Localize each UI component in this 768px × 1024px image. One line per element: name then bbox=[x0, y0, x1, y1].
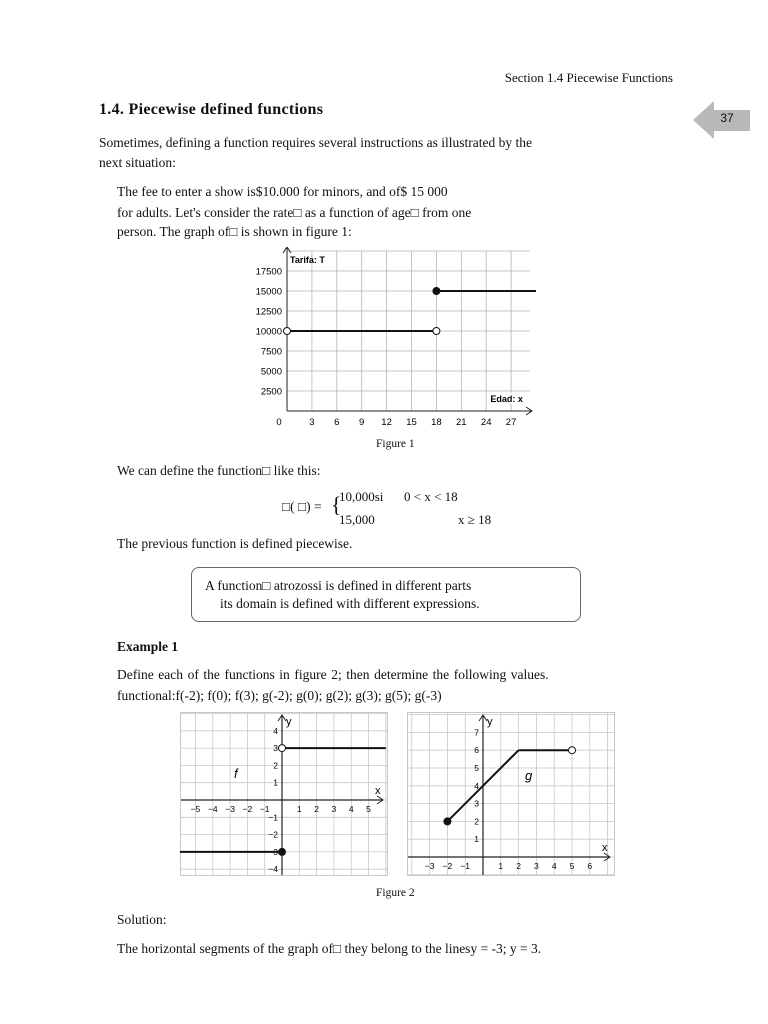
example-heading: Example 1 bbox=[117, 639, 179, 654]
situation-line-3: person. The graph of□ is shown in figure 1: bbox=[117, 224, 352, 239]
y-tick-label: 7 bbox=[474, 727, 479, 738]
function-label: g bbox=[525, 768, 533, 783]
x-tick-label: 0 bbox=[276, 417, 282, 428]
y-tick-label: 5000 bbox=[260, 366, 282, 378]
case-2-value: 15,000 bbox=[339, 512, 375, 527]
example-line-2: functional:f(-2); f(0); f(3); g(-2); g(0); g(2); g(3); g(5); g(-3) bbox=[117, 688, 442, 703]
open-endpoint bbox=[279, 745, 286, 752]
x-tick-label: 24 bbox=[480, 417, 492, 428]
figure-1-caption: Figure 1 bbox=[376, 438, 415, 450]
y-axis-label: y bbox=[487, 716, 493, 728]
x-tick-label: 21 bbox=[456, 417, 467, 428]
function-lhs: □( □) = bbox=[282, 499, 322, 514]
figure-1-chart bbox=[245, 247, 545, 429]
page-title: 1.4. Piecewise defined functions bbox=[99, 101, 324, 118]
y-tick-label: 17500 bbox=[255, 266, 282, 278]
x-tick-label: −2 bbox=[442, 861, 453, 871]
define-outro: The previous function is defined piecewise. bbox=[117, 536, 353, 551]
x-tick-label: 1 bbox=[296, 804, 302, 814]
x-tick-label: 1 bbox=[498, 861, 504, 871]
solution-line-1: The horizontal segments of the graph of□ they belong to the linesy = -3; y = 3. bbox=[117, 941, 542, 956]
y-tick-label: −1 bbox=[268, 812, 278, 823]
x-tick-label: 3 bbox=[309, 417, 315, 428]
y-tick-label: 4 bbox=[273, 725, 278, 736]
y-tick-label: 2 bbox=[273, 760, 278, 771]
closed-endpoint bbox=[433, 288, 440, 295]
y-tick-label: −2 bbox=[268, 829, 278, 840]
intro-line-2: next situation: bbox=[99, 155, 176, 170]
page-number-tab bbox=[693, 101, 750, 139]
x-tick-label: 15 bbox=[406, 417, 417, 428]
x-axis-label: x bbox=[602, 842, 608, 854]
x-tick-label: 3 bbox=[534, 861, 539, 871]
x-tick-label: 3 bbox=[331, 804, 337, 814]
example-line-1: Define each of the functions in figure 2; then determine the following values. bbox=[117, 667, 549, 682]
y-tick-label: −3 bbox=[268, 846, 278, 857]
y-tick-label: 5 bbox=[474, 763, 479, 773]
x-tick-label: 4 bbox=[348, 804, 354, 814]
x-tick-label: −1 bbox=[259, 804, 270, 814]
y-tick-label: 2 bbox=[474, 816, 479, 827]
x-tick-label: 12 bbox=[381, 417, 392, 428]
x-tick-label: 6 bbox=[334, 417, 340, 428]
x-tick-label: −5 bbox=[190, 804, 201, 814]
x-tick-label: −1 bbox=[460, 861, 471, 871]
function-label: f bbox=[234, 766, 238, 781]
piecewise-brace: { bbox=[331, 492, 342, 517]
y-tick-label: 10000 bbox=[255, 326, 282, 338]
open-endpoint bbox=[284, 328, 291, 335]
case-1-condition: 0 < x < 18 bbox=[404, 489, 458, 504]
x-tick-label: 5 bbox=[366, 804, 371, 814]
x-tick-label: 18 bbox=[431, 417, 442, 428]
graph-frame bbox=[408, 713, 615, 876]
running-header: Section 1.4 Piecewise Functions bbox=[504, 70, 673, 85]
y-tick-label: −4 bbox=[268, 864, 278, 875]
y-axis-label: y bbox=[286, 716, 292, 728]
x-tick-label: 4 bbox=[551, 861, 557, 871]
x-tick-label: −3 bbox=[424, 861, 435, 871]
x-tick-label: 27 bbox=[505, 417, 517, 428]
define-intro: We can define the function□ like this: bbox=[117, 463, 321, 478]
intro-line-1: Sometimes, defining a function requires several instructions as illustrated by the bbox=[99, 135, 533, 150]
y-tick-label: 1 bbox=[474, 834, 479, 845]
definition-line-2: its domain is defined with different expressions. bbox=[220, 596, 480, 611]
figure-2-graph-g bbox=[407, 712, 615, 876]
open-endpoint bbox=[433, 328, 440, 335]
x-tick-label: 6 bbox=[587, 861, 593, 871]
x-tick-label: 5 bbox=[569, 861, 575, 871]
x-axis-label: x bbox=[375, 785, 381, 797]
x-tick-label: 9 bbox=[359, 417, 365, 428]
situation-line-1: The fee to enter a show is$10.000 for minors, and of$ 15 000 bbox=[117, 184, 448, 199]
figure-2-caption: Figure 2 bbox=[376, 887, 415, 899]
figure-2-graph-f bbox=[180, 712, 388, 876]
x-tick-label: −4 bbox=[207, 804, 218, 814]
y-tick-label: 6 bbox=[474, 745, 479, 756]
y-tick-label: 1 bbox=[273, 777, 278, 788]
y-tick-label: 2500 bbox=[260, 386, 282, 398]
x-tick-label: 2 bbox=[314, 804, 319, 814]
x-tick-label: −3 bbox=[225, 804, 235, 814]
definition-line-1: A function□ atrozossi is defined in different parts bbox=[205, 578, 472, 593]
case-1-value: 10,000si bbox=[339, 489, 384, 504]
closed-endpoint bbox=[279, 848, 286, 855]
y-tick-label: 7500 bbox=[260, 346, 282, 358]
closed-endpoint bbox=[444, 818, 451, 825]
case-2-condition: x ≥ 18 bbox=[458, 512, 492, 527]
y-axis-label: Tarifa: T bbox=[290, 255, 325, 265]
solution-label: Solution: bbox=[117, 912, 167, 927]
situation-line-2: for adults. Let's consider the rate□ as a function of age□ from one bbox=[117, 205, 472, 220]
y-tick-label: 3 bbox=[474, 798, 479, 809]
x-tick-label: −2 bbox=[242, 804, 253, 814]
x-axis-label: Edad: x bbox=[490, 394, 523, 404]
y-tick-label: 12500 bbox=[255, 306, 282, 318]
y-tick-label: 15000 bbox=[255, 286, 282, 298]
x-tick-label: 2 bbox=[516, 861, 521, 871]
y-tick-label: 4 bbox=[474, 780, 479, 791]
open-endpoint bbox=[569, 747, 576, 754]
y-tick-label: 3 bbox=[273, 743, 278, 754]
page-number: 37 bbox=[720, 111, 734, 125]
